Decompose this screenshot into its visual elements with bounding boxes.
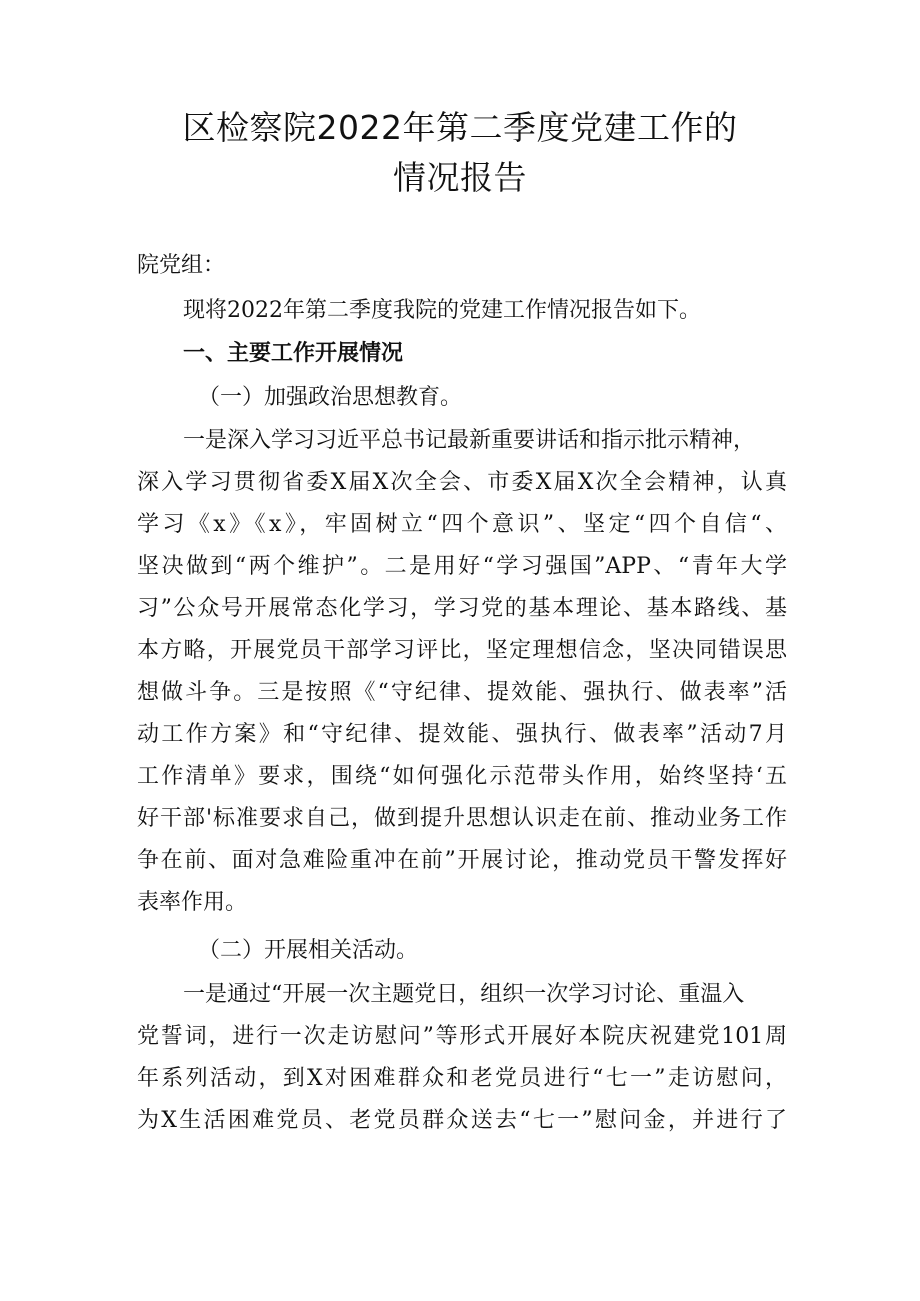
subsection2-heading: （二）开展相关活动。 [198, 938, 419, 963]
salutation: 院党组： [137, 253, 226, 278]
document-title-line1: 区检察院2022年第二季度党建工作的 [182, 108, 738, 147]
paragraph1-line: 学习《x》《x》，牢固树立“四个意识”、坚定“四个自信“、 [137, 512, 787, 537]
paragraph1-line: 习”公众号开展常态化学习，学习党的基本理论、基本路线、基 [137, 596, 787, 621]
paragraph1-line: 争在前、面对急难险重冲在前”开展讨论，推动党员干警发挥好 [137, 848, 787, 873]
paragraph1-line: 工作清单》要求，围绕“如何强化示范带头作用，始终坚持‘五 [137, 764, 787, 789]
subsection1-heading: （一）加强政治思想教育。 [198, 385, 463, 410]
paragraph2-line: 为X生活困难党员、老党员群众送去“七一”慰问金，并进行了 [137, 1108, 787, 1133]
intro-paragraph: 现将2022年第二季度我院的党建工作情况报告如下。 [183, 298, 701, 323]
paragraph2-line: 年系列活动，到X对困难群众和老党员进行“七一”走访慰问， [137, 1066, 787, 1091]
paragraph1-line: 好干部'标准要求自己，做到提升思想认识走在前、推动业务工作 [137, 806, 787, 831]
section1-heading: 一、主要工作开展情况 [183, 341, 404, 366]
paragraph1-line: 一是深入学习习近平总书记最新重要讲话和指示批示精神， [183, 428, 756, 453]
paragraph1-line: 动工作方案》和“守纪律、提效能、强执行、做表率”活动7月 [137, 722, 787, 747]
paragraph2-line: 一是通过“开展一次主题党日，组织一次学习讨论、重温入 [183, 982, 745, 1007]
paragraph1-line: 深入学习贯彻省委X届X次全会、市委X届X次全会精神，认真 [137, 470, 787, 495]
paragraph2-line: 党誓词，进行一次走访慰问”等形式开展好本院庆祝建党101周 [137, 1024, 787, 1049]
document-title-line2: 情况报告 [393, 158, 527, 197]
paragraph1-line: 本方略，开展党员干部学习评比，坚定理想信念，坚决同错误思 [137, 638, 787, 663]
paragraph1-line: 表率作用。 [137, 890, 248, 915]
paragraph1-line: 想做斗争。三是按照《“守纪律、提效能、强执行、做表率”活 [137, 680, 787, 705]
paragraph1-line: 坚决做到“两个维护”。二是用好“学习强国”APP、“青年大学 [137, 554, 787, 579]
